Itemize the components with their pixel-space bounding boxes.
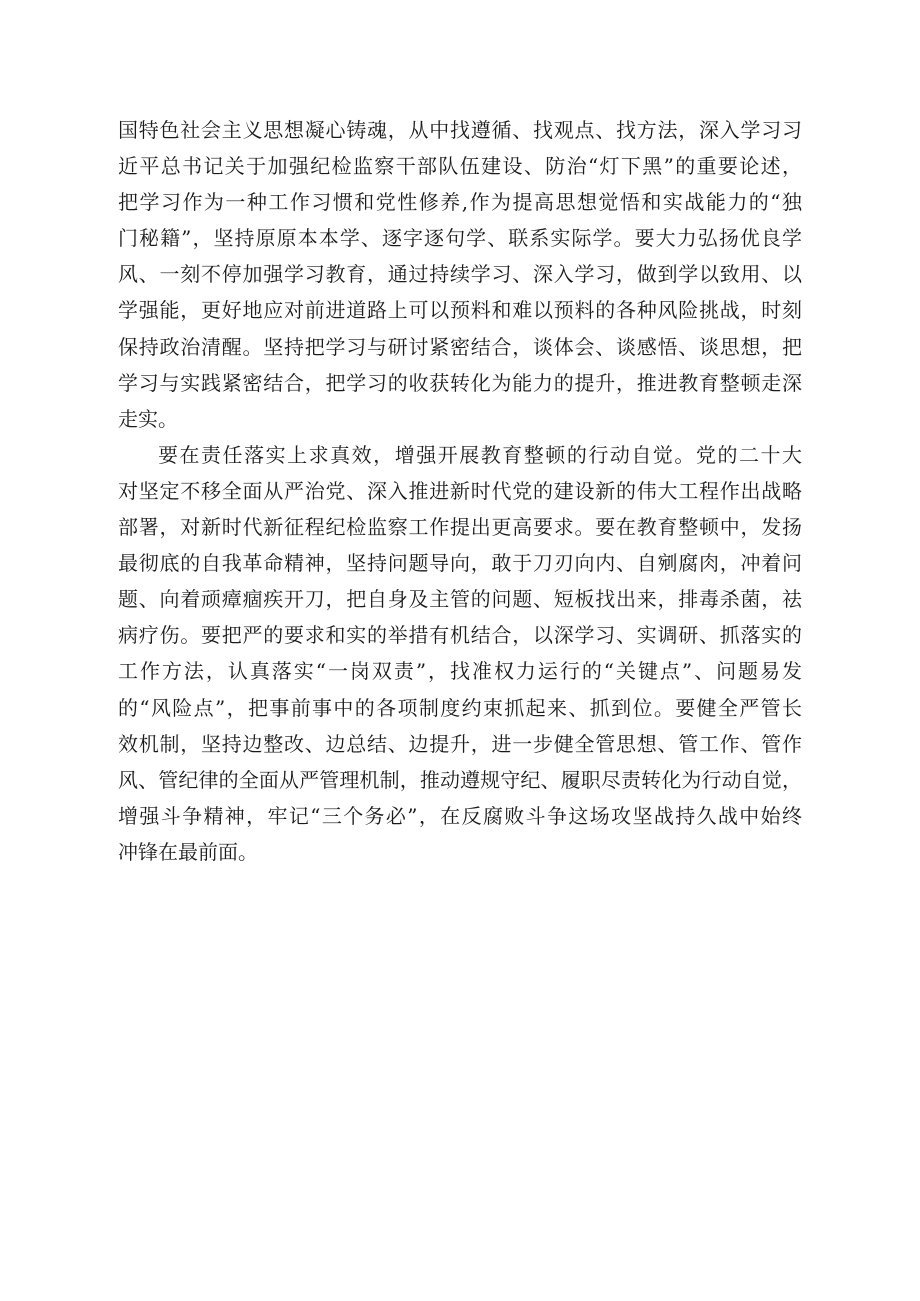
text-line: 保持政治清醒。坚持把学习与研讨紧密结合，谈体会、谈感悟、谈思想，把 (118, 334, 802, 359)
text-line: 近平总书记关于加强纪检监察干部队伍建设、防治“灯下黑”的重要论述， (118, 154, 802, 179)
text-line: 工作方法，认真落实“一岗双责”，找准权力运行的“关键点”、问题易发 (118, 659, 802, 684)
text-line: 效机制，坚持边整改、边总结、边提升，进一步健全管思想、管工作、管作 (118, 731, 802, 756)
text-line: 风、管纪律的全面从严管理机制，推动遵规守纪、履职尽责转化为行动自觉， (118, 767, 802, 792)
text-line: 把学习作为一种工作习惯和党性修养,作为提高思想觉悟和实战能力的“独 (118, 190, 802, 215)
text-line: 门秘籍”，坚持原原本本学、逐字逐句学、联系实际学。要大力弘扬优良学 (118, 226, 802, 251)
text-line: 对坚定不移全面从严治党、深入推进新时代党的建设新的伟大工程作出战略 (118, 478, 802, 503)
text-line: 病疗伤。要把严的要求和实的举措有机结合，以深学习、实调研、抓落实的 (118, 623, 802, 648)
text-line: 学强能，更好地应对前进道路上可以预料和难以预料的各种风险挑战，时刻 (118, 298, 802, 323)
text-line: 风、一刻不停加强学习教育，通过持续学习、深入学习，做到学以致用、以 (118, 262, 802, 287)
paragraph-2 (118, 437, 802, 870)
text-line: 国特色社会主义思想凝心铸魂，从中找遵循、找观点、找方法，深入学习习 (118, 118, 802, 142)
paragraph-1 (118, 112, 802, 437)
text-line: 题、向着顽瘴痼疾开刀，把自身及主管的问题、短板找出来，排毒杀菌，祛 (118, 587, 802, 612)
text-line: 的“风险点”，把事前事中的各项制度约束抓起来、抓到位。要健全严管长 (118, 695, 802, 720)
document-body (118, 112, 802, 870)
text-line: 冲锋在最前面。 (118, 839, 258, 864)
text-line: 最彻底的自我革命精神，坚持问题导向，敢于刀刃向内、自剜腐肉，冲着问 (118, 551, 802, 576)
text-line: 要在责任落实上求真效，增强开展教育整顿的行动自觉。党的二十大 (158, 442, 802, 467)
text-line: 增强斗争精神，牢记“三个务必”，在反腐败斗争这场攻坚战持久战中始终 (118, 803, 802, 828)
text-line: 走实。 (118, 406, 178, 431)
text-line: 学习与实践紧密结合，把学习的收获转化为能力的提升，推进教育整顿走深 (118, 370, 802, 395)
text-line: 部署，对新时代新征程纪检监察工作提出更高要求。要在教育整顿中，发扬 (118, 515, 802, 540)
